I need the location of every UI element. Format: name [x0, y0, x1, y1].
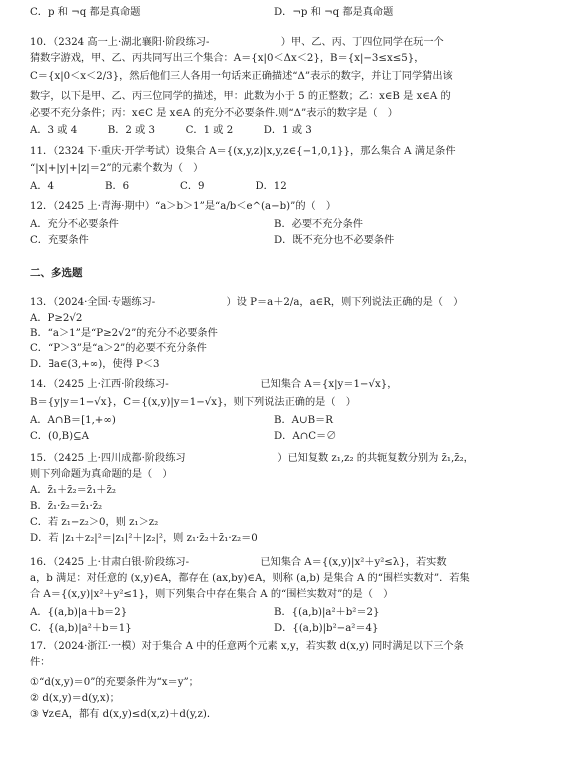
- text-line: [30, 414, 551, 428]
- text-line: [30, 296, 551, 310]
- line-text: 15．（2425 上·四川成都·阶段练习 ）已知复数 z₁,z₂ 的共轭复数分别为 z̄₁,z̄₂，: [30, 453, 474, 464]
- text-line: [30, 52, 551, 66]
- line-text-col2: D．既不充分也不必要条件: [274, 235, 395, 246]
- text-line: [30, 430, 551, 444]
- text-line: [30, 484, 551, 498]
- text-line: [30, 500, 551, 514]
- line-text: B．z̄₁·z̄₂＝z̄₁·z̄₂: [30, 501, 103, 512]
- text-line: [30, 124, 551, 138]
- line-text: 11．（2324 下·重庆·开学考试）设集合 A＝{(x,y,z)|x,y,z∈{−1,0,1}}，那么集合 A 满足条件: [30, 146, 456, 157]
- text-line: [30, 327, 551, 341]
- text-line: [30, 452, 551, 466]
- line-text: C．p 和 ¬q 都是真命题: [30, 7, 141, 18]
- line-text: 则下列命题为真命题的是（ ）: [30, 469, 173, 480]
- text-line: [30, 342, 551, 356]
- text-line: [30, 396, 551, 410]
- line-text: 必要不充分条件；丙：x∈C 是 x∈A 的充分不必要条件.则“Δ”表示的数字是（ ）: [30, 108, 398, 119]
- line-text: 猜数字游戏，甲、乙、丙共同写出三个集合：A＝{x|0＜Δx＜2}，B＝{x|−3≤x≤5}，: [30, 53, 425, 64]
- line-text: 合 A＝{(x,y)|x²＋y²≤1}，则下列集合中存在集合 A 的“围栏实数对”的是（ ）: [30, 589, 394, 600]
- text-line: [30, 708, 551, 722]
- text-line: [30, 107, 551, 121]
- text-line: [30, 572, 551, 586]
- line-text: 17．（2024·浙江·一模）对于集合 A 中的任意两个元素 x,y，若实数 d(x,y) 同时满足以下三个条: [30, 641, 464, 652]
- line-text: a，b 满足：对任意的 (x,y)∈A，都存在 (ax,by)∈A，则称 (a,b) 是集合 A 的“围栏实数对”．若集: [30, 573, 470, 584]
- text-line: [30, 556, 551, 570]
- line-text: B．“a＞1”是“P≥2√2”的充分不必要条件: [30, 328, 218, 339]
- text-line: [30, 234, 551, 248]
- line-text: C．“P＞3”是“a＞2”的必要不充分条件: [30, 343, 207, 354]
- line-text: 10．（2324 高一上·湖北襄阳·阶段练习- ）甲、乙、丙、丁四位同学在玩一个: [30, 37, 444, 48]
- line-text-col2: D．A∩C＝∅: [274, 431, 337, 442]
- text-line: [30, 36, 551, 50]
- text-line: [30, 516, 551, 530]
- line-text: 数字，以下是甲、乙、丙三位同学的描述，甲：此数为小于 5 的正整数；乙：x∈B 是 x∈A 的: [30, 91, 451, 102]
- line-text: A．充分不必要条件: [30, 219, 119, 230]
- line-text-col2: D．{(a,b)|b²−a²＝4}: [274, 623, 379, 634]
- text-line: [30, 6, 551, 20]
- line-text: A．z̄₁＋z̄₂＝z̄₁＋z̄₂: [30, 485, 116, 496]
- line-text: ③ ∀z∈A，都有 d(x,y)≤d(x,z)＋d(y,z)．: [30, 709, 218, 720]
- line-text: A．4 B．6 C．9 D．12: [30, 181, 287, 192]
- text-line: [30, 266, 551, 280]
- text-line: [30, 692, 551, 706]
- text-line: [30, 468, 551, 482]
- text-line: [30, 90, 551, 104]
- line-text: 13．（2024·全国·专题练习- ）设 P＝a＋2/a，a∈R，则下列说法正确的是（ ）: [30, 297, 464, 308]
- text-line: [30, 145, 551, 159]
- line-text: ①“d(x,y)＝0”的充要条件为“x＝y”；: [30, 677, 199, 688]
- line-text: ② d(x,y)＝d(y,x)；: [30, 693, 120, 704]
- line-text: 二、多选题: [30, 267, 83, 279]
- line-text: D．若 |z₁＋z₂|²＝|z₁|²＋|z₂|²，则 z₁·z̄₂＋z̄₁·z₂＝0: [30, 533, 258, 544]
- text-line: [30, 676, 551, 690]
- text-line: [30, 532, 551, 546]
- text-line: [30, 162, 551, 176]
- line-text: 12．（2425 上·青海·期中）“a＞b＞1”是“a/b＜e^(a−b)”的（ ）: [30, 201, 337, 212]
- line-text: 16．（2425 上·甘肃白银·阶段练习- 已知集合 A＝{(x,y)|x²＋y²≤λ}，若实数: [30, 557, 447, 568]
- text-line: [30, 218, 551, 232]
- line-text: D．∃a∈(3,+∞)，使得 P＜3: [30, 359, 160, 370]
- line-text: “|x|+|y|+|z|＝2”的元素个数为（ ）: [30, 163, 204, 174]
- line-text-col2: D．¬p 和 ¬q 都是真命题: [274, 7, 394, 18]
- text-line: [30, 200, 551, 214]
- line-text-col2: B．A∪B＝R: [274, 415, 333, 426]
- text-line: [30, 622, 551, 636]
- text-line: [30, 358, 551, 372]
- line-text: C．若 z₁−z₂＞0，则 z₁＞z₂: [30, 517, 159, 528]
- line-text: A．A∩B＝[1,+∞): [30, 415, 116, 426]
- line-text: C．充要条件: [30, 235, 89, 246]
- line-text-col2: B．必要不充分条件: [274, 219, 363, 230]
- text-line: [30, 640, 551, 654]
- line-text: 件：: [30, 657, 51, 668]
- line-text: 14．（2425 上·江西·阶段练习- 已知集合 A＝{x|y＝1−√x}，: [30, 379, 398, 390]
- line-text: C．(0,B)⊆A: [30, 431, 90, 442]
- text-line: [30, 588, 551, 602]
- text-line: [30, 656, 551, 670]
- line-text: A．3 或 4 B．2 或 3 C．1 或 2 D．1 或 3: [30, 125, 312, 136]
- line-text: A．{(a,b)|a＋b＝2}: [30, 607, 128, 618]
- text-line: [30, 606, 551, 620]
- line-text: C＝{x|0＜x＜2/3}，然后他们三人各用一句话来正确描述“Δ”表示的数字，并让丁同学猜出该: [30, 71, 453, 82]
- line-text-col2: B．{(a,b)|a²＋b²＝2}: [274, 607, 380, 618]
- text-line: [30, 70, 551, 84]
- text-line: [30, 312, 551, 326]
- text-line: [30, 180, 551, 194]
- line-text: C．{(a,b)|a²＋b＝1}: [30, 623, 132, 634]
- text-line: [30, 378, 551, 392]
- line-text: A．P≥2√2: [30, 313, 83, 324]
- line-text: B＝{y|y＝1−√x}，C＝{(x,y)|y＝1−√x}，则下列说法正确的是（ ）: [30, 397, 356, 408]
